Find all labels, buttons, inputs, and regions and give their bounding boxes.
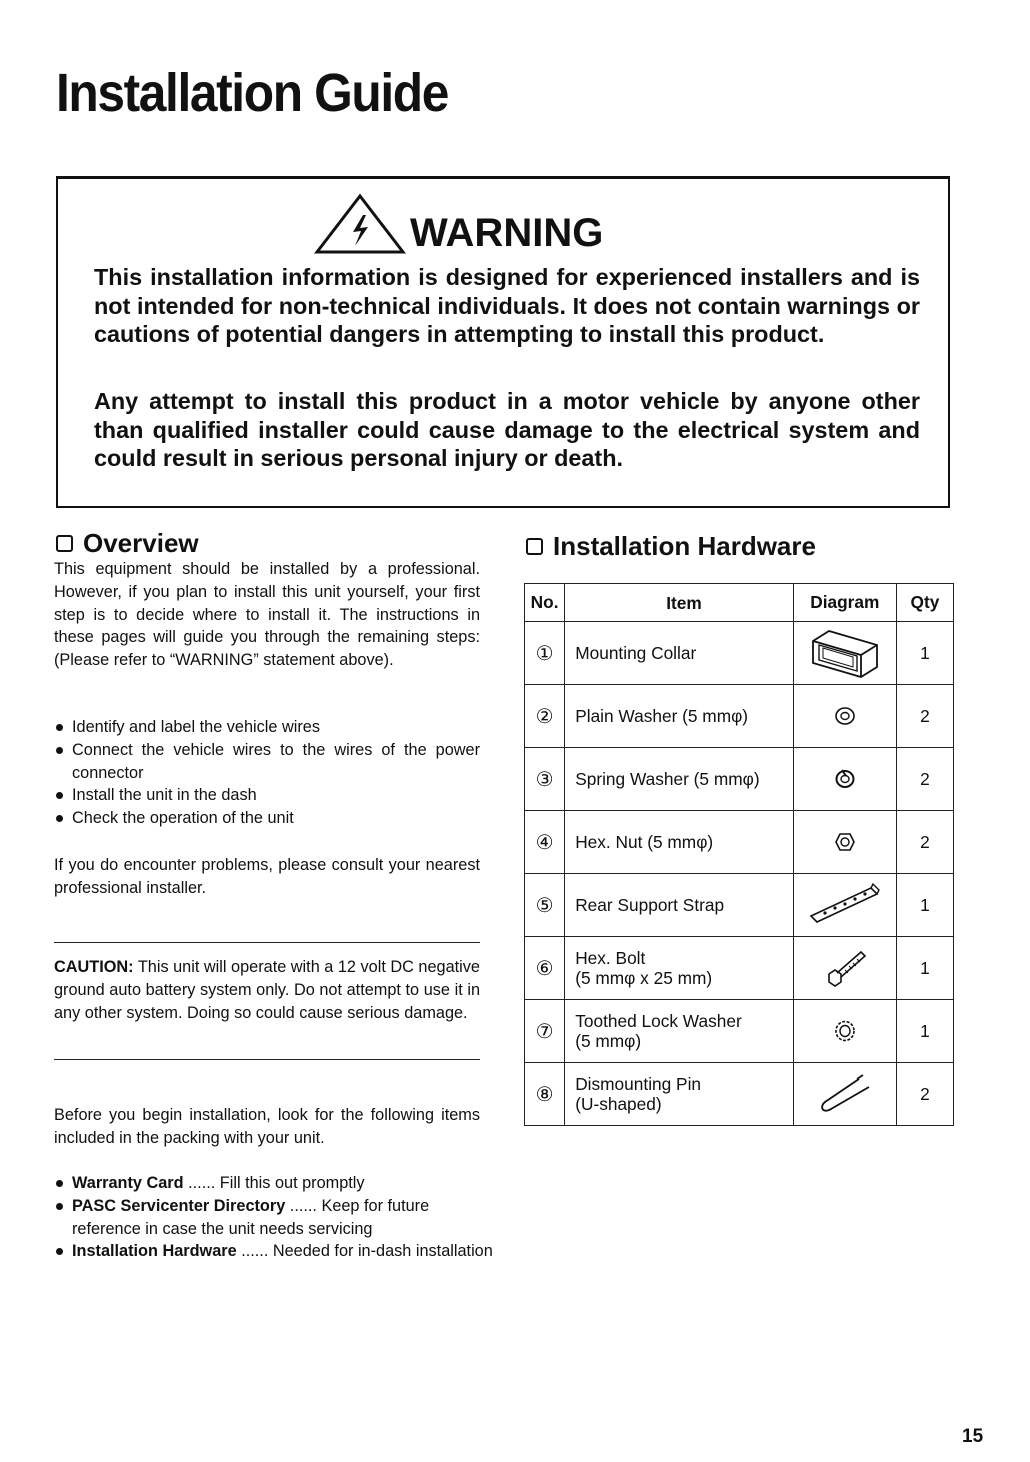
row-qty: 1 (896, 874, 953, 937)
hardware-heading (526, 531, 816, 562)
row-item: Plain Washer (5 mmφ) (565, 685, 794, 748)
warning-paragraph-1: This installation information is designed for experienced installers and is not intended for non-technical individuals. It does not contain warnings or cautions of potential dangers in attempting to install this product. (94, 264, 920, 347)
table-row (525, 685, 954, 748)
list-item (54, 1195, 496, 1241)
hex-nut-icon (833, 830, 857, 854)
row-qty: 1 (896, 1000, 953, 1063)
row-item-line-1: Hex. Bolt (575, 948, 646, 968)
packing-intro: Before you begin installation, look for the following items included in the packing with your unit. (54, 1106, 480, 1147)
row-item (565, 1063, 794, 1126)
packing-item-desc: ...... Keep for future reference in case the unit needs servicing (72, 1196, 430, 1238)
hardware-table (524, 583, 954, 1126)
table-row (525, 937, 954, 1000)
table-row (525, 1000, 954, 1063)
support-strap-icon (807, 882, 883, 928)
row-diagram (793, 937, 896, 1000)
plain-washer-icon (833, 704, 857, 728)
row-number: ⑦ (525, 1000, 565, 1063)
packing-item-desc: ...... Needed for in-dash installation (236, 1242, 493, 1261)
overview-heading (56, 528, 199, 559)
column-header-no: No. (525, 584, 565, 622)
page-number: 15 (962, 1426, 984, 1447)
table-header-row (525, 584, 954, 622)
column-header-diagram: Diagram (793, 584, 896, 622)
packing-item-name: Warranty Card (72, 1174, 184, 1192)
mounting-collar-icon (807, 627, 883, 679)
row-item: Hex. Nut (5 mmφ) (565, 811, 794, 874)
row-diagram (793, 748, 896, 811)
divider (54, 1059, 480, 1060)
packing-item-desc: ...... Fill this out promptly (183, 1174, 365, 1192)
row-diagram (793, 1063, 896, 1126)
row-number: ⑥ (525, 937, 565, 1000)
warning-title: WARNING (410, 211, 604, 255)
table-row (525, 748, 954, 811)
spring-washer-icon (833, 767, 857, 791)
table-row (525, 874, 954, 937)
list-item (54, 1240, 496, 1263)
table-row (525, 1063, 954, 1126)
warning-paragraph-2: Any attempt to install this product in a motor vehicle by anyone other than qualified installer could cause damage to the electrical system and could result in serious personal injury or death. (94, 388, 920, 471)
row-number: ③ (525, 748, 565, 811)
row-number: ② (525, 685, 565, 748)
row-item: Spring Washer (5 mmφ) (565, 748, 794, 811)
row-qty: 2 (896, 685, 953, 748)
hardware-title: Installation Hardware (553, 531, 816, 561)
packing-item-name: Installation Hardware (72, 1242, 237, 1261)
row-number: ① (525, 622, 565, 685)
warning-heading (314, 191, 603, 255)
list-item: Identify and label the vehicle wires (54, 716, 480, 739)
hex-bolt-icon (819, 946, 871, 990)
row-diagram (793, 685, 896, 748)
dismounting-pin-icon (813, 1071, 877, 1117)
row-diagram (793, 811, 896, 874)
row-number: ④ (525, 811, 565, 874)
table-row (525, 811, 954, 874)
problems-text: If you do encounter problems, please consult your nearest professional installer. (54, 856, 480, 897)
warning-box (56, 176, 950, 508)
caution-body: This unit will operate with a 12 volt DC negative ground auto battery system only. Do not attempt to use it in any other system. Doing so could cause serious damage. (54, 958, 480, 1022)
row-diagram (793, 1000, 896, 1063)
packing-items-list (54, 1172, 496, 1263)
list-item: Check the operation of the unit (54, 807, 480, 830)
checkbox-icon (56, 535, 73, 552)
overview-steps-list (54, 716, 480, 830)
row-item-line-1: Dismounting Pin (575, 1074, 702, 1094)
electric-shock-warning-icon (314, 193, 406, 255)
row-item-line-2: (U-shaped) (575, 1094, 662, 1114)
row-item-line-2: (5 mmφ) (575, 1031, 642, 1051)
row-item: Mounting Collar (565, 622, 794, 685)
caution-label: CAUTION: (54, 958, 134, 976)
row-item: Rear Support Strap (565, 874, 794, 937)
row-qty: 1 (896, 937, 953, 1000)
row-qty: 2 (896, 748, 953, 811)
row-qty: 1 (896, 622, 953, 685)
row-qty: 2 (896, 811, 953, 874)
caution-text (54, 956, 480, 1024)
list-item (54, 1172, 496, 1195)
row-qty: 2 (896, 1063, 953, 1126)
table-row (525, 622, 954, 685)
row-number: ⑤ (525, 874, 565, 937)
row-number: ⑧ (525, 1063, 565, 1126)
row-item-line-2: (5 mmφ x 25 mm) (575, 968, 713, 988)
divider (54, 942, 480, 943)
row-diagram (793, 622, 896, 685)
page-title: Installation Guide (56, 63, 448, 123)
list-item: Install the unit in the dash (54, 784, 480, 807)
overview-title: Overview (83, 528, 199, 558)
lock-washer-icon (833, 1018, 857, 1044)
row-item (565, 1000, 794, 1063)
column-header-item (565, 584, 794, 622)
packing-item-name: PASC Servicenter Directory (72, 1196, 286, 1215)
column-header-item-label: Item (666, 592, 702, 613)
column-header-qty: Qty (896, 584, 953, 622)
checkbox-icon (526, 538, 543, 555)
list-item: Connect the vehicle wires to the wires of the power connector (54, 739, 480, 785)
row-diagram (793, 874, 896, 937)
overview-intro: This equipment should be installed by a professional. However, if you plan to install this unit yourself, your first step is to decide where to install it. The instructions in these pages will guide you through the remaining steps: (Please refer to “WARNING” statement above). (54, 560, 480, 670)
row-item (565, 937, 794, 1000)
row-item-line-1: Toothed Lock Washer (575, 1011, 742, 1031)
